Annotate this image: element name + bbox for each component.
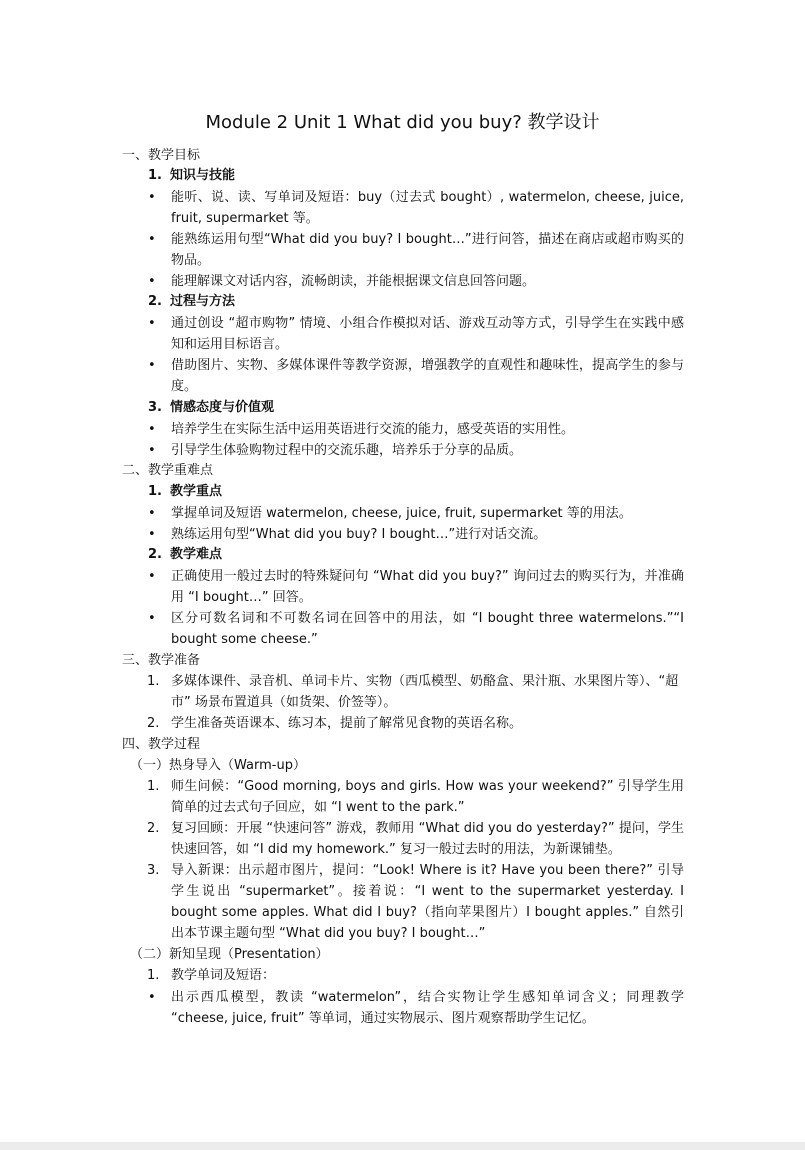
bullet-icon: • bbox=[148, 358, 156, 373]
subheading-label: 教学难点 bbox=[170, 547, 223, 562]
item-number: 1. bbox=[147, 779, 160, 794]
subheading-label: 情感态度与价值观 bbox=[170, 400, 275, 415]
subheading-number: 2. bbox=[148, 294, 162, 309]
list-item: 正确使用一般过去时的特殊疑问句 “What did you buy?” 询问过去的购买行为，并准确用 “I bought…” 回答。 bbox=[171, 569, 684, 605]
item-number: 1. bbox=[147, 674, 160, 689]
list-item: 能理解课文对话内容，流畅朗读，并能根据课文信息回答问题。 bbox=[171, 274, 536, 289]
subheading-number: 3. bbox=[148, 400, 162, 415]
subheading-number: 2. bbox=[148, 547, 162, 562]
list-item: 引导学生体验购物过程中的交流乐趣，培养乐于分享的品质。 bbox=[171, 443, 523, 458]
list-item: 学生准备英语课本、练习本，提前了解常见食物的英语名称。 bbox=[171, 716, 523, 731]
bullet-icon: • bbox=[148, 506, 156, 521]
subheading-key-points bbox=[148, 481, 223, 502]
list-item: 复习回顾：开展 “快速问答” 游戏，教师用 “What did you do yesterday?” 提问，学生快速回答，如 “I did my homework.” 复习一般过去时的用法，为新课铺垫。 bbox=[171, 821, 684, 857]
section-heading-key-points: 二、教学重难点 bbox=[122, 463, 214, 478]
list-item: 导入新课：出示超市图片，提问：“Look! Where is it? Have you been there?” 引导学生说出 “supermarket”。接着说：“I went to the supermarket yesterday. I bought some apples. What did I buy?（指向苹果图片）I bought apples.” 自然引出本节课主题句型 “What did you buy? I bought…” bbox=[171, 863, 684, 941]
list-item: 掌握单词及短语 watermelon, cheese, juice, fruit, supermarket 等的用法。 bbox=[171, 506, 632, 521]
list-item: 培养学生在实际生活中运用英语进行交流的能力，感受英语的实用性。 bbox=[171, 422, 575, 437]
document-title: Module 2 Unit 1 What did you buy? 教学设计 bbox=[205, 112, 600, 133]
section-heading-objectives: 一、教学目标 bbox=[122, 148, 201, 163]
bullet-icon: • bbox=[148, 422, 156, 437]
subheading-label: 过程与方法 bbox=[170, 294, 236, 309]
subheading-difficulties bbox=[148, 544, 223, 565]
list-item: 熟练运用句型“What did you buy? I bought…”进行对话交流。 bbox=[171, 527, 547, 542]
subheading-label: 知识与技能 bbox=[170, 168, 236, 183]
bullet-icon: • bbox=[148, 443, 156, 458]
subheading-number: 1. bbox=[148, 168, 162, 183]
list-item: 能听、说、读、写单词及短语：buy（过去式 bought）, watermelon, cheese, juice, fruit, supermarket 等。 bbox=[171, 190, 684, 226]
bullet-icon: • bbox=[148, 611, 156, 626]
item-number: 2. bbox=[147, 716, 160, 731]
subheading-knowledge bbox=[148, 165, 236, 186]
subheading-label: 教学重点 bbox=[170, 484, 223, 499]
bullet-icon: • bbox=[148, 190, 156, 205]
subsection-heading-warmup: （一）热身导入（Warm-up） bbox=[130, 758, 306, 773]
section-heading-process: 四、教学过程 bbox=[122, 737, 201, 752]
subsection-heading-presentation: （二）新知呈现（Presentation） bbox=[130, 947, 329, 962]
item-number: 2. bbox=[147, 821, 160, 836]
section-heading-preparation: 三、教学准备 bbox=[122, 653, 201, 668]
item-number: 1. bbox=[147, 968, 160, 983]
list-item: 借助图片、实物、多媒体课件等教学资源，增强教学的直观性和趣味性，提高学生的参与度。 bbox=[171, 358, 684, 394]
list-item: 通过创设 “超市购物” 情境、小组合作模拟对话、游戏互动等方式，引导学生在实践中感知和运用目标语言。 bbox=[171, 316, 684, 352]
list-item: 多媒体课件、录音机、单词卡片、实物（西瓜模型、奶酪盒、果汁瓶、水果图片等）、“超市” 场景布置道具（如货架、价签等）。 bbox=[171, 674, 679, 710]
bullet-icon: • bbox=[148, 990, 156, 1005]
list-item: 教学单词及短语： bbox=[171, 968, 276, 983]
item-number: 3. bbox=[147, 863, 160, 878]
list-item: 能熟练运用句型“What did you buy? I bought…”进行问答，描述在商店或超市购买的物品。 bbox=[171, 232, 684, 268]
bullet-icon: • bbox=[148, 316, 156, 331]
bullet-icon: • bbox=[148, 569, 156, 584]
list-item: 师生问候：“Good morning, boys and girls. How was your weekend?” 引导学生用简单的过去式句子回应，如 “I went to the park.” bbox=[171, 779, 684, 815]
list-item: 区分可数名词和不可数名词在回答中的用法，如 “I bought three watermelons.”“I bought some cheese.” bbox=[171, 611, 684, 647]
bullet-icon: • bbox=[148, 232, 156, 247]
subheading-number: 1. bbox=[148, 484, 162, 499]
list-item: 出示西瓜模型，教读 “watermelon”，结合实物让学生感知单词含义；同理教学 “cheese, juice, fruit” 等单词，通过实物展示、图片观察帮助学生记忆。 bbox=[171, 990, 684, 1026]
bullet-icon: • bbox=[148, 527, 156, 542]
bullet-icon: • bbox=[148, 274, 156, 289]
subheading-methods bbox=[148, 291, 236, 312]
subheading-attitudes bbox=[148, 397, 275, 418]
